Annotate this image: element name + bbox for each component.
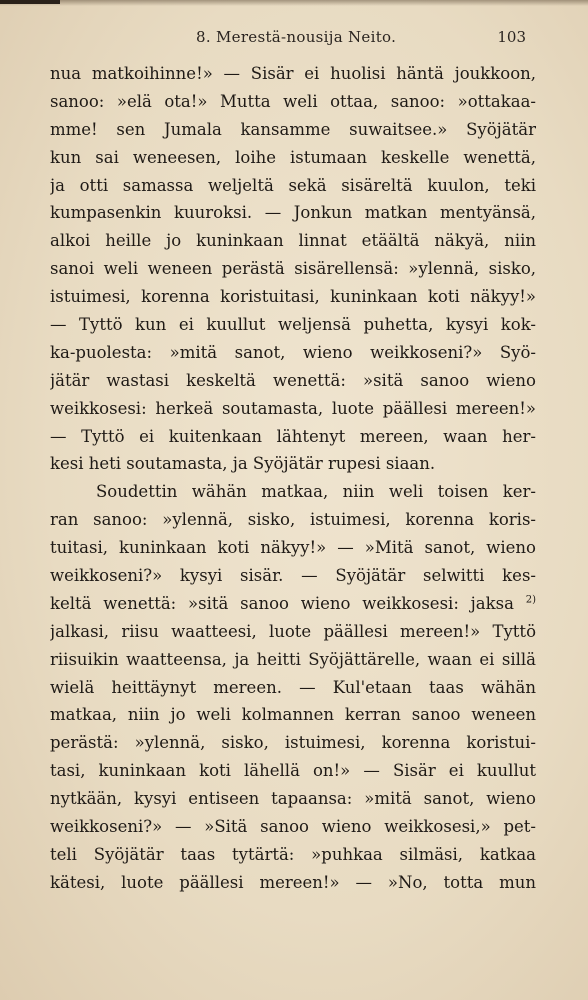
text-line: wielä heittäynyt mereen. — Kul'etaan taas wähän	[50, 677, 536, 697]
text-line: Soudettin wähän matkaa, niin weli toisen ker-	[96, 482, 536, 502]
text-line-segment: keltä wenettä: »sitä sanoo wieno weikkosesi: jaksa	[50, 593, 514, 613]
text-line: weikkoseni?» — »Sitä sanoo wieno weikkosesi,» pet-	[50, 817, 536, 837]
text-line: kätesi, luote päällesi mereen!» — »No, totta mun	[50, 872, 536, 892]
text-line: — Tyttö ei kuitenkaan lähtenyt mereen, waan her-	[50, 426, 536, 446]
running-head: 8. Merestä-nousija Neito.	[196, 28, 397, 46]
text-line: sanoo: »elä ota!» Mutta weli ottaa, sanoo: »ottakaa-	[50, 91, 536, 111]
page-number: 103	[497, 28, 526, 46]
text-line: perästä: »ylennä, sisko, istuimesi, korenna koristui-	[50, 733, 536, 753]
text-line: nua matkoihinne!» — Sisär ei huolisi häntä joukkoon,	[50, 64, 536, 83]
page-edge-shadow	[0, 0, 588, 6]
page-corner-shadow	[0, 0, 60, 4]
footnote-marker: 2)	[525, 594, 536, 606]
text-line: mme! sen Jumala kansamme suwaitsee.» Syöjätär	[50, 119, 536, 139]
text-line: nytkään, kysyi entiseen tapaansa: »mitä sanot, wieno	[50, 789, 536, 809]
text-line: sanoi weli weneen perästä sisärellensä: »ylennä, sisko,	[50, 259, 536, 279]
text-line: kumpasenkin kuuroksi. — Jonkun matkan mentyänsä,	[50, 203, 536, 223]
text-line: weikkosesi: herkeä soutamasta, luote päällesi mereen!»	[50, 398, 536, 418]
text-line: ran sanoo: »ylennä, sisko, istuimesi, korenna koris-	[50, 510, 536, 530]
text-line: istuimesi, korenna koristuitasi, kuninkaan koti näkyy!»	[50, 287, 536, 307]
text-line: kesi heti soutamasta, ja Syöjätär rupesi siaan.	[50, 454, 436, 474]
text-line	[50, 590, 536, 618]
text-line: tuitasi, kuninkaan koti näkyy!» — »Mitä sanot, wieno	[50, 538, 536, 558]
text-line: matkaa, niin jo weli kolmannen kerran sanoo weneen	[50, 705, 536, 725]
page-header	[56, 28, 530, 54]
text-line: jalkasi, riisu waatteesi, luote päällesi mereen!» Tyttö	[50, 621, 536, 641]
body-text	[50, 60, 536, 897]
text-line: tasi, kuninkaan koti lähellä on!» — Sisär ei kuullut	[50, 761, 536, 781]
text-line: ka-puolesta: »mitä sanot, wieno weikkoseni?» Syö-	[50, 342, 536, 362]
text-line: alkoi heille jo kuninkaan linnat etäältä näkyä, niin	[50, 231, 536, 251]
text-line: — Tyttö kun ei kuullut weljensä puhetta, kysyi kok-	[50, 315, 536, 335]
text-line: weikkoseni?» kysyi sisär. — Syöjätär selwitti kes-	[50, 566, 536, 586]
text-line: ja otti samassa weljeltä sekä sisäreltä kuulon, teki	[50, 175, 536, 195]
text-line: teli Syöjätär taas tytärtä: »puhkaa silmäsi, katkaa	[50, 844, 536, 864]
text-line: kun sai weneesen, loihe istumaan keskelle wenettä,	[50, 147, 536, 167]
text-line: jätär wastasi keskeltä wenettä: »sitä sanoo wieno	[50, 370, 536, 390]
text-line: riisuikin waatteensa, ja heitti Syöjättärelle, waan ei sillä	[50, 649, 536, 669]
